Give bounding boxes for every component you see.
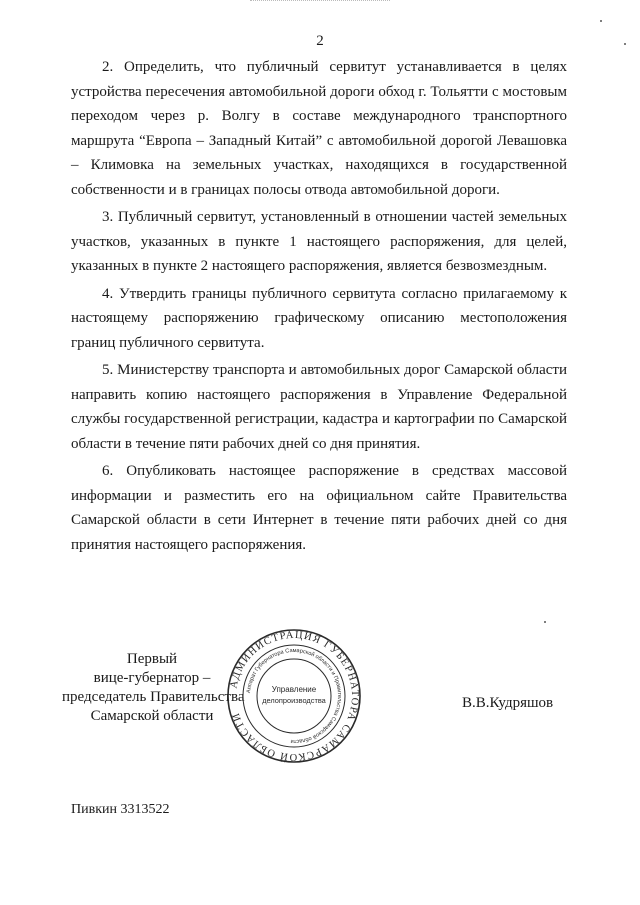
scan-speck bbox=[600, 20, 602, 22]
seal-center-line-2: делопроизводства bbox=[262, 696, 326, 705]
paragraph-6: 6. Опубликовать настоящее распоряжение в средствах массовой информации и разместить его на официальном сайте Правительства Самарской области в сети Интернет в течение пяти рабочих дней со дня принятия настоящего распоряжения. bbox=[71, 463, 567, 553]
seal-outer-text: АДМИНИСТРАЦИЯ ГУБЕРНАТОРА САМАРСКОЙ ОБЛАСТИ bbox=[228, 629, 361, 763]
signer-position bbox=[62, 650, 245, 726]
signer-position-line: Самарской области bbox=[90, 708, 214, 724]
official-seal-stamp bbox=[226, 628, 362, 764]
signer-position-line: председатель Правительства bbox=[62, 689, 245, 705]
seal-graphic bbox=[226, 628, 362, 764]
seal-center-line-1: Управление bbox=[271, 685, 317, 694]
scan-edge-trace bbox=[250, 0, 390, 2]
paragraph-2: 2. Определить, что публичный сервитут устанавливается в целях устройства пересечения автомобильной дороги обход г. Тольятти с мостовым переходом через р. Волгу в составе международного транспортного маршрута “Европа – Западный Китай” с автомобильной дорогой Левашовка – Климовка на земельных участках, находящихся в государственной собственности и в границах полосы отвода автомобильной дороги. bbox=[71, 59, 567, 198]
paragraph-5: 5. Министерству транспорта и автомобильных дорог Самарской области направить копию настоящего распоряжения в Управление Федеральной службы государственной регистрации, кадастра и картографии по Самарской области в течение пяти рабочих дней со дня принятия. bbox=[71, 362, 567, 452]
executor-contact: Пивкин 3313522 bbox=[71, 802, 170, 817]
seal-inner-ring-text: Аппарат Губернатора Самарской области и Правительства Самарской области bbox=[246, 647, 343, 745]
scan-speck bbox=[624, 43, 626, 45]
document-body bbox=[71, 55, 567, 560]
signer-position-line: вице-губернатор – bbox=[93, 670, 211, 686]
paragraph-3: 3. Публичный сервитут, установленный в отношении частей земельных участков, указанных в пункте 1 настоящего распоряжения, для целей, указанных в пункте 2 настоящего распоряжения, является безвозмездным. bbox=[71, 209, 567, 274]
signer-position-line: Первый bbox=[126, 651, 178, 667]
scan-speck bbox=[544, 621, 546, 623]
paragraph-4: 4. Утвердить границы публичного сервитута согласно прилагаемому к настоящему распоряжению графическому описанию местоположения границ публичного сервитута. bbox=[71, 285, 567, 351]
page-number: 2 bbox=[316, 33, 324, 49]
signer-name: В.В.Кудряшов bbox=[462, 695, 554, 711]
